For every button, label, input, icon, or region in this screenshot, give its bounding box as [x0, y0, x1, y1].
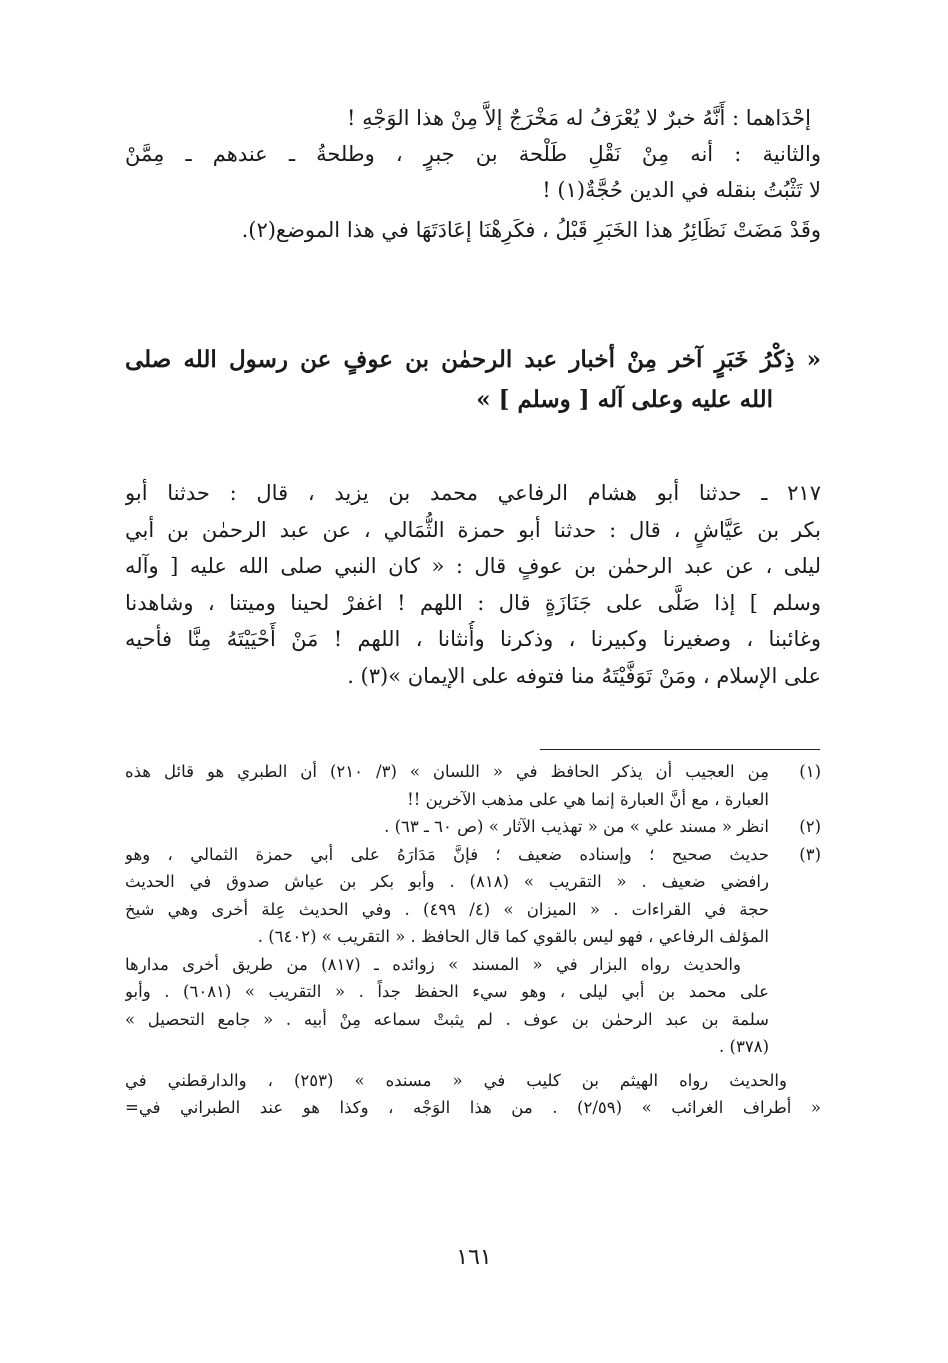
footnote-line: (٣٧٨) .	[719, 1037, 769, 1056]
intro-line-4: وقَدْ مَضَتْ نَظَائِرُ هذا الخَبَرِ قَبْلُ ، فكَرِهْنَا إعَادَتَهَا في هذا الموضع(٢).	[241, 218, 821, 242]
heading-line-2: الله عليه وعلى آله [ وسلم ] »	[476, 386, 773, 413]
footnotes	[125, 758, 821, 1122]
hadith-line: ليلى ، عن عبد الرحمٰن بن عوفٍ قال : « كان النبي صلى الله عليه [ وآله	[125, 554, 821, 578]
hadith-line: وسلم ] إذا صَلَّى على جَنَازَةٍ قال : اللهم ! اغفرْ لحينا وميتنا ، وشاهدنا	[125, 590, 821, 615]
footnote-line: رافضي ضعيف . « التقريب » (٨١٨) . وأبو بكر بن عياش صدوق في الحديث	[125, 872, 769, 891]
footnote-1	[125, 758, 821, 813]
footnote-line: « أطراف الغرائب » (٢/٥٩) . من هذا الوَجْه ، وكذا هو عند الطبراني في=	[125, 1098, 821, 1117]
intro-paragraph	[125, 100, 821, 248]
hadith-line: على الإسلام ، ومَنْ تَوَفَّيْتَهُ منا فتوفه على الإيمان »(٣) .	[347, 663, 821, 688]
footnote-number: (٢)	[799, 817, 821, 836]
footnote-3	[125, 841, 821, 951]
intro-line-2: والثانية : أنه مِنْ نَقْلِ طَلْحة بن جبرٍ ، وطلحةُ ـ عندهم ـ مِمَّنْ	[125, 142, 821, 166]
footnote-line: سلمة بن عبد الرحمٰن بن عوف . لم يثبتْ سماعه مِنْ أبيه . « جامع التحصيل »	[125, 1009, 769, 1029]
footnote-line: مِن العجيب أن يذكر الحافظ في « اللسان » (٣/ ٢١٠) أن الطبري هو قائل هذه	[125, 762, 769, 781]
footnote-3-paragraph-2	[125, 951, 769, 1061]
intro-line-3: لا تَثْبُتُ بنقله في الدين حُجَّةٌ(١) !	[542, 178, 821, 202]
footnote-line: المؤلف الرفاعي ، فهو ليس بالقوي كما قال الحافظ . « التقريب » (٦٤٠٢) .	[257, 927, 769, 946]
hadith-line: بكر بن عَيَّاشٍ ، قال : حدثنا أبو حمزة الثُّمَالي ، عن عبد الرحمٰن بن أبي	[125, 517, 821, 542]
footnote-line: العبارة ، مع أنَّ العبارة إنما هي على مذهب الآخرين !!	[407, 789, 769, 809]
footnote-line: حديث صحيح ؛ وإسناده ضعيف ؛ فإنَّ مَدَارَهُ على أبي حمزة الثمالي ، وهو	[125, 844, 769, 864]
section-heading	[125, 340, 821, 420]
page-number: ١٦١	[456, 1245, 492, 1270]
footnote-line: انظر « مسند علي » من « تهذيب الآثار » (ص ٦٠ ـ ٦٣) .	[384, 817, 769, 836]
footnote-2	[125, 813, 821, 841]
footnote-line: والحديث رواه البزار في « المسند » زوائده ـ (٨١٧) من طريق أخرى مدارها	[125, 954, 741, 974]
footnote-number: (١)	[799, 762, 821, 781]
footnote-line: على محمد بن أبي ليلى ، وهو سيء الحفظ جداً . « التقريب » (٦٠٨١) . وأبو	[125, 982, 769, 1001]
footnote-line: حجة في القراءات . « الميزان » (٤/ ٤٩٩) . وفي الحديث عِلة أخرى وهي شيخ	[125, 899, 769, 919]
footnote-number: (٣)	[799, 844, 821, 864]
hadith-line: وغائبنا ، وصغيرنا وكبيرنا ، وذكرنا وأُنثانا ، اللهم ! مَنْ أَحْيَيْتَهُ مِنَّا فأحيه	[125, 627, 821, 651]
footnote-separator	[540, 749, 820, 750]
intro-line-1: إحْدَاهما : أَنَّهُ خبرٌ لا يُعْرَفُ له مَخْرَجٌ إلاَّ مِنْ هذا الوَجْهِ !	[347, 106, 811, 130]
hadith-paragraph	[125, 475, 821, 694]
footnote-line: والحديث رواه الهيثم بن كليب في « مسنده » (٢٥٣) ، والدارقطني في	[125, 1070, 787, 1090]
heading-line-1: « ذِكْرُ خَبَرٍ آخر مِنْ أخبار عبد الرحمٰن بن عوفٍ عن رسول الله صلى	[125, 346, 821, 373]
hadith-line: ٢١٧ ـ حدثنا أبو هشام الرفاعي محمد بن يزيد ، قال : حدثنا أبو	[125, 481, 821, 505]
footnote-3-paragraph-3	[125, 1067, 821, 1122]
